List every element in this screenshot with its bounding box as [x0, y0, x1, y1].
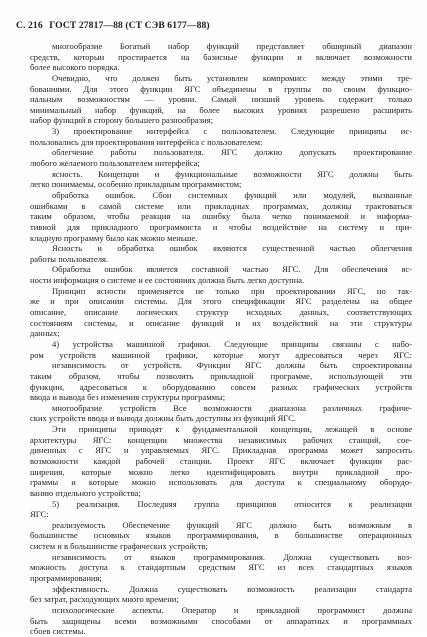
text-line: независимость от языков программирования. Должна существовать воз-: [52, 551, 412, 562]
text-line: сбоев системы.: [30, 626, 86, 637]
text-line: программирования;: [30, 573, 102, 584]
text-line: эффективность. Должна существовать возможность реализации стандарта: [52, 583, 412, 594]
text-line: описание, описание логических структур исходных данных, соответствующих: [30, 307, 412, 318]
text-line: ошибками в самой системе или прикладных программах, должны трактоваться: [30, 200, 412, 211]
text-line: систем и в большинстве графических устройств;: [30, 541, 208, 552]
text-line: большинстве основных языков программирования, в большинстве операционных: [30, 530, 412, 541]
text-line: можность доступа к стандартным средствам ЯГС из всех стандартных языков: [30, 562, 412, 573]
text-line: архитектуры ЯГС: концепции множества независимых рабочих станций, сое-: [30, 434, 412, 445]
text-line: состояниям системы, и описание функций и их воздействий на эти структуры: [30, 317, 412, 328]
text-line: 5) реализация. Последняя группа принципов относится к реализации: [52, 498, 412, 509]
text-line: функции, адресоваться к оборудованию совсем разных графических устройств: [30, 381, 412, 392]
text-line: многообразие устройств Все возможности диапазона различных графиче-: [52, 402, 412, 413]
text-line: ских устройств ввода и вывода должны быть доступны из функций ЯГС.: [30, 413, 296, 424]
text-line: работы пользователя.: [30, 253, 109, 264]
text-line: Эти принципы приводят к фундаментальной концепции, лежащей в основе: [52, 424, 412, 435]
text-line: Обработка ошибок является составной частью ЯГС. Для обеспечения яс-: [52, 264, 412, 275]
text-line: ности информация о системе и ее состояниях должна быть легко доступна.: [30, 275, 305, 286]
text-line: обработка ошибок. Сбои системных функций или модулей, вызванные: [52, 189, 412, 200]
text-line: средств, которыи простирается на базисные функции и включает возможности: [30, 51, 412, 62]
text-line: любого желаемого пользователем интерфейса;: [30, 158, 200, 169]
standard-title: ГОСТ 27817—88 (СТ СЭВ 6177—88): [49, 20, 210, 31]
text-line: ясность. Концепции и функциональные возможности ЯГС должны быть: [52, 168, 412, 179]
page-header: [16, 20, 210, 31]
text-line: психологические аспекты. Оператор и прикладной программист должны: [52, 604, 412, 615]
text-line: бованиями. Для этого функции ЯГС объединены в группы по своим функцио-: [30, 83, 412, 94]
text-line: реализуемость Обеспечение функций ЯГС должно быть возможным в: [52, 519, 412, 530]
text-line: тивной для прикладного программиста и чтобы воздействие на систему и при-: [30, 221, 412, 232]
text-line: 4) устройства машинной графики. Следующие принципы связаны с набо-: [52, 338, 412, 349]
text-line: минимальный набор функций, на более высоких уровнях разрешено расширять: [30, 104, 412, 115]
text-line: быть защищены всеми возможными способами от аппаратных и программных: [30, 615, 412, 626]
text-line: данных;: [30, 328, 60, 339]
text-line: без затрат, расходующих много времени;: [30, 594, 179, 605]
text-line: ширения, которые можно легко идентифицировать внутри прикладной про-: [30, 466, 412, 477]
text-line: Очевидно, что должен быть установлен компромисс между этими тре-: [52, 72, 412, 83]
text-line: Принцип ясности применяется не только при проектировании ЯГС, но так-: [52, 285, 412, 296]
text-line: кладную программу было как можно меньше.: [30, 232, 198, 243]
text-line: более высокого порядка.: [30, 62, 120, 73]
text-line: независимость от устройств. Функции ЯГС должны быть спроектированы: [52, 360, 412, 371]
text-line: ванию отдельного устройства;: [30, 487, 141, 498]
body-text: [30, 41, 412, 637]
text-line: легко понимаемы, особенно прикладным программистом;: [30, 179, 242, 190]
text-line: ввода и вывода без изменения структуры программы;: [30, 392, 226, 403]
text-line: набор функций в сторону большего разнообразия;: [30, 115, 213, 126]
text-line: же и при описании системы. Для этого спецификации ЯГС разделены на общее: [30, 296, 412, 307]
text-line: нальным возможностям — уровни. Самый низший уровень содержит только: [30, 94, 412, 105]
text-line: многообразие Богатый набор функций представляет обширный диапазон: [52, 41, 412, 51]
text-line: пользовались для проектирования интерфейса с пользователем:: [30, 136, 263, 147]
text-line: граммы и которые можно использовать для доступа к специальному оборудо-: [30, 477, 412, 488]
text-line: таким образом, чтобы реакция на ошибку была четко понимаемой и информа-: [30, 211, 412, 222]
page-number: С. 216: [16, 20, 43, 31]
text-line: возможности каждой рабочей станции. Проект ЯГС включает функции рас-: [30, 455, 412, 466]
text-line: ЯГС:: [30, 509, 49, 520]
text-line: таким образом, чтобы позволить прикладной программе, использующей эти: [30, 370, 412, 381]
text-line: Ясность и обработка ошибок являются существенной частью облегчения: [52, 243, 412, 254]
text-line: 3) проектирование интерфейса с пользователем. Следующие принципы ис-: [52, 126, 412, 137]
text-line: ром устройств машинной графики, которые могут адресоваться через ЯГС:: [30, 349, 412, 360]
text-line: диненных с ЯГС и управляемых ЯГС. Прикладная программа может запросить: [30, 445, 412, 456]
text-line: облегчение работы пользователя. ЯГС должно допускать проектирование: [52, 147, 412, 158]
